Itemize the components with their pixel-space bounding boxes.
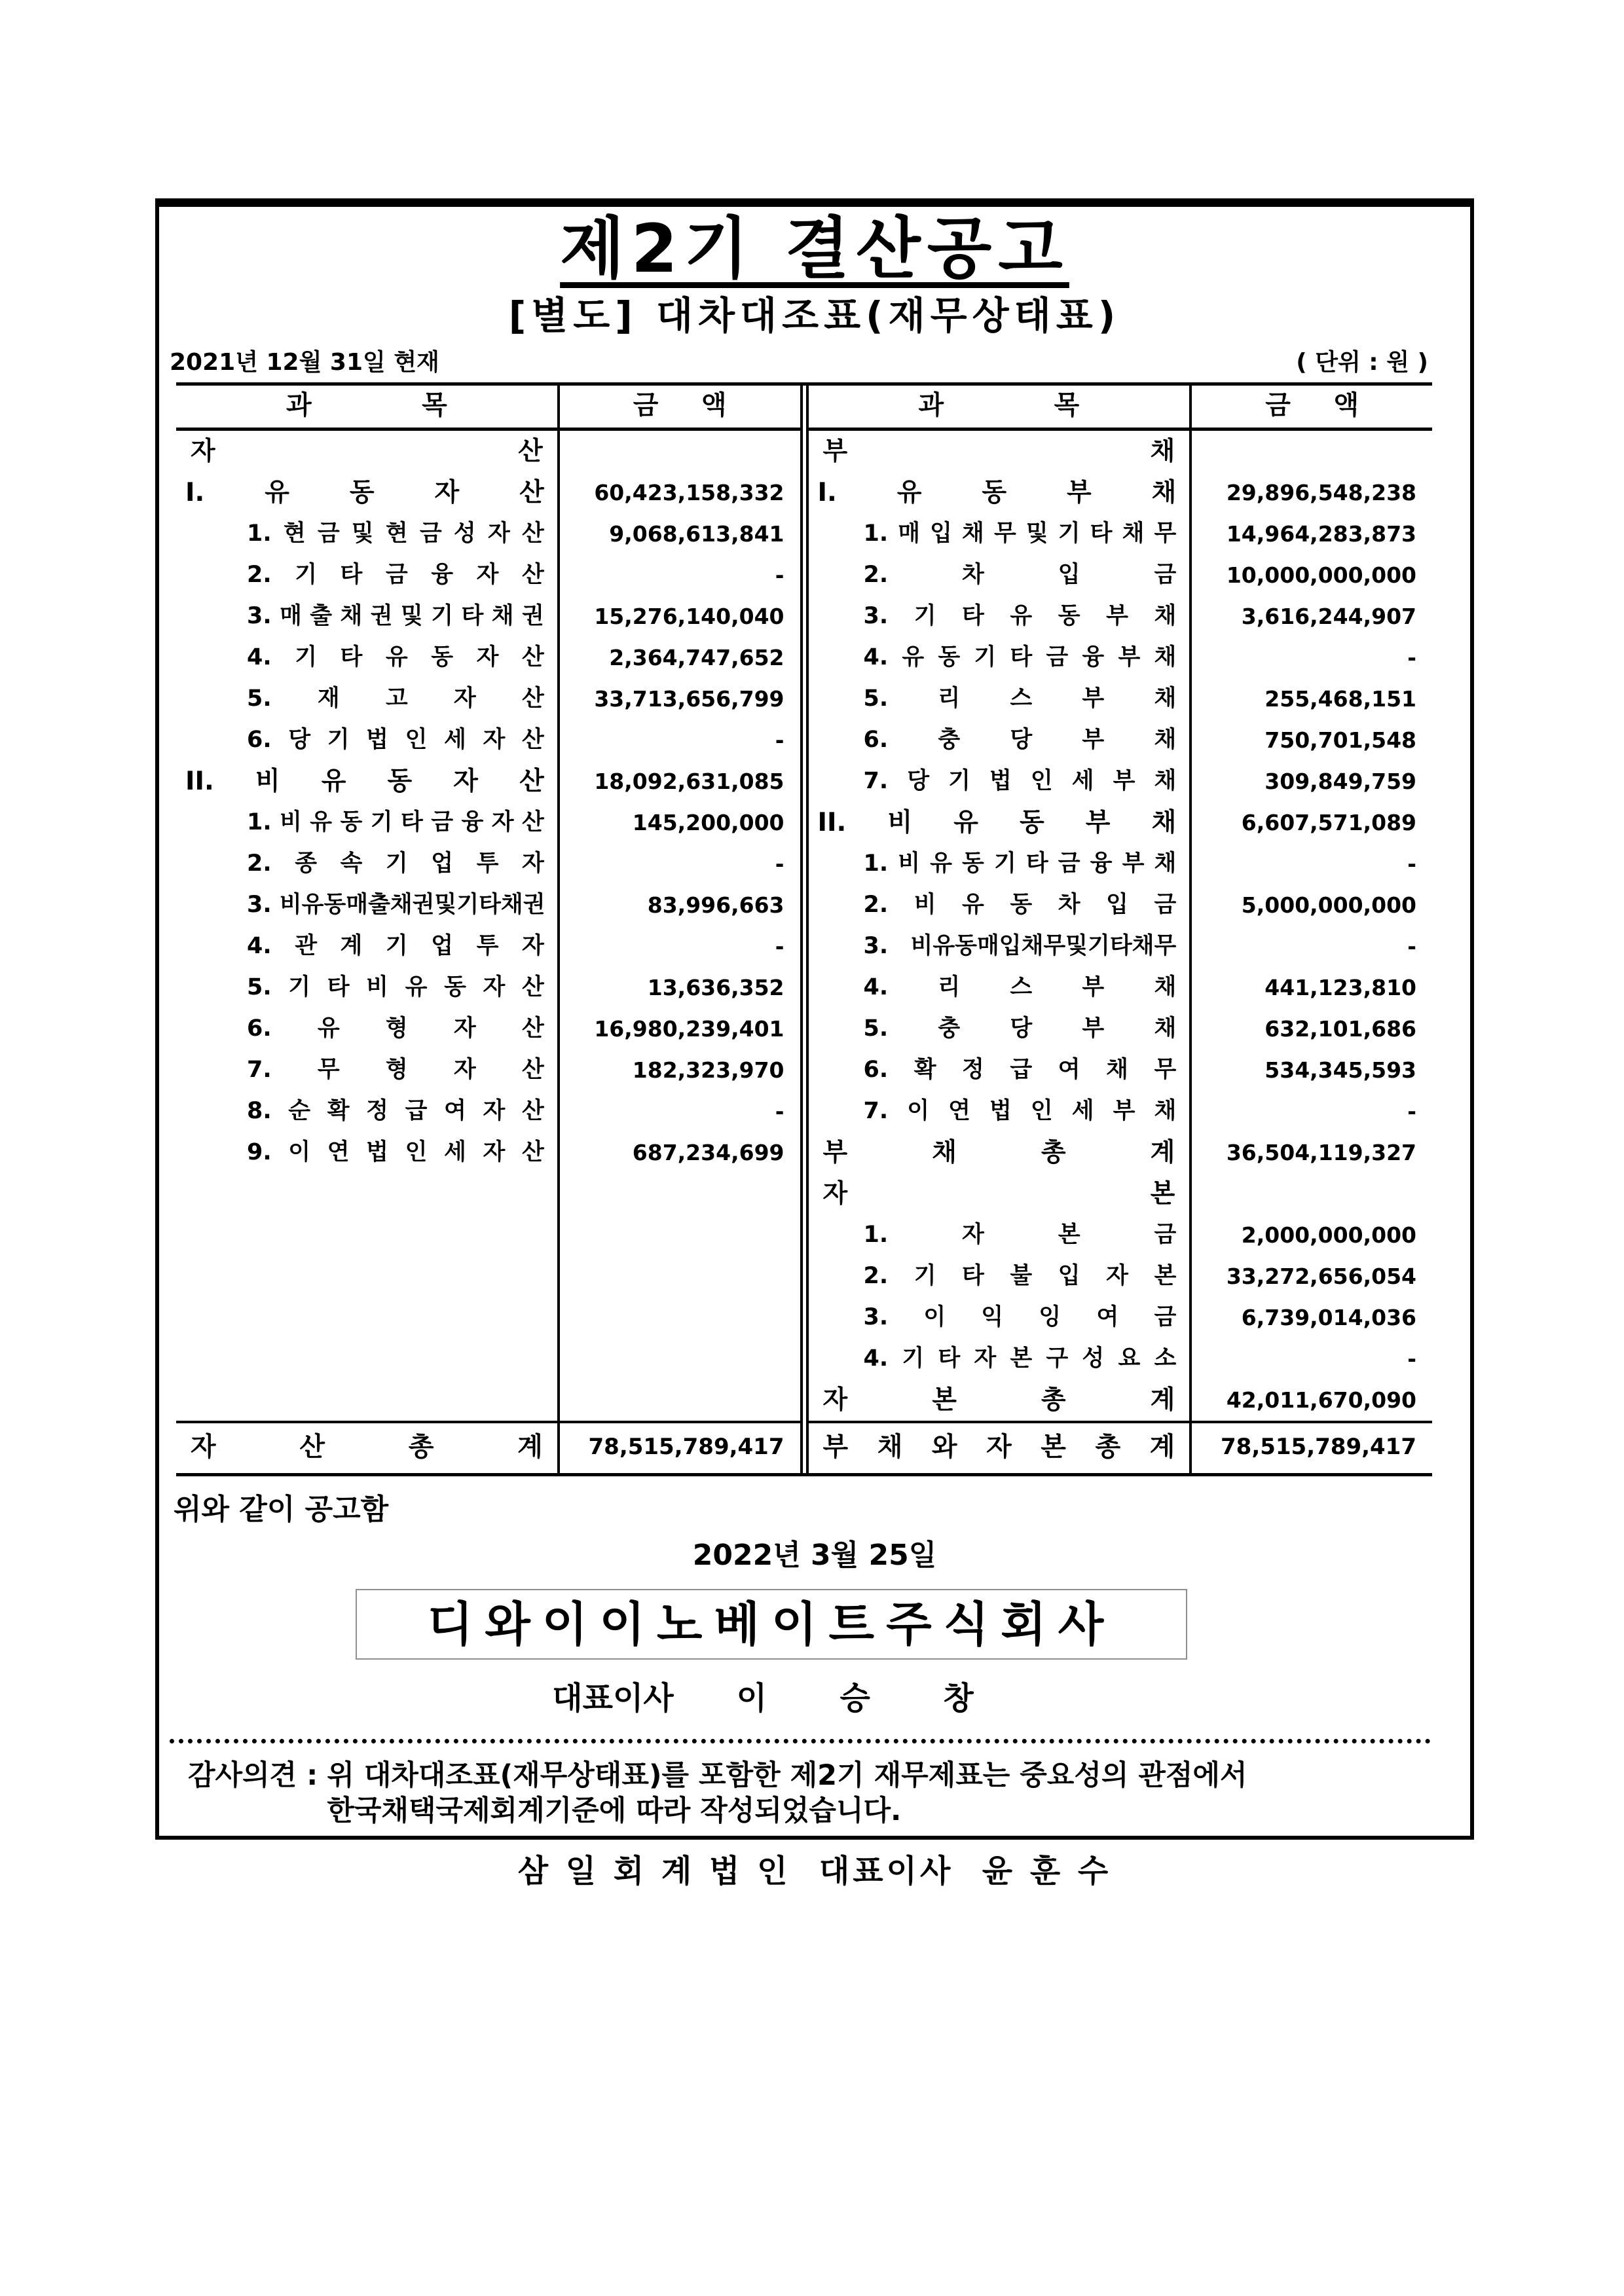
account-label: 2. 종 속 기 업 투 자 xyxy=(176,843,560,884)
account-label: 6. 확 정 급 여 채 무 xyxy=(809,1049,1192,1091)
table-row xyxy=(176,884,800,926)
account-label: 자 산 xyxy=(176,431,560,472)
account-label: 3. 기 타 유 동 부 채 xyxy=(809,596,1192,637)
amount-value: 14,964,283,873 xyxy=(1226,521,1416,547)
amount-value: 5,000,000,000 xyxy=(1241,892,1416,919)
amount-value: 36,504,119,327 xyxy=(1226,1140,1416,1166)
account-label: 5. 충 당 부 채 xyxy=(809,1008,1192,1049)
liabilities-header-row xyxy=(809,386,1433,431)
table-row xyxy=(809,596,1433,637)
amount-value: - xyxy=(1407,645,1416,671)
amount-value: 13,636,352 xyxy=(647,975,784,1001)
amount-value: - xyxy=(775,562,784,589)
account-label xyxy=(176,1297,560,1338)
amount-value xyxy=(560,1173,800,1214)
account-label xyxy=(176,1379,560,1421)
table-row xyxy=(809,1091,1433,1132)
amount-value: 60,423,158,332 xyxy=(594,480,784,506)
account-label: 4. 유 동 기 타 금 융 부 채 xyxy=(809,637,1192,678)
amount-value: 42,011,670,090 xyxy=(1226,1387,1416,1413)
amount-value: - xyxy=(775,934,784,960)
auditor-signature-line: 삼 일 회 계 법 인 대표이사 윤 훈 수 xyxy=(517,1853,1112,1890)
table-row xyxy=(176,637,800,678)
table-row xyxy=(176,843,800,884)
table-row xyxy=(809,802,1433,843)
account-label: 2. 기 타 금 융 자 산 xyxy=(176,555,560,596)
amount-value: 534,345,593 xyxy=(1264,1057,1416,1084)
table-row xyxy=(176,1008,800,1049)
table-row xyxy=(809,678,1433,720)
table-row xyxy=(809,967,1433,1008)
amount-value: - xyxy=(1407,1099,1416,1125)
account-label: 6. 충 당 부 채 xyxy=(809,720,1192,761)
amount-value xyxy=(560,1379,800,1421)
account-label: 5. 재 고 자 산 xyxy=(176,678,560,720)
account-label: 6. 당 기 법 인 세 자 산 xyxy=(176,720,560,761)
account-label: 4. 관 계 기 업 투 자 xyxy=(176,926,560,967)
table-row xyxy=(809,1173,1433,1214)
table-row xyxy=(176,1132,800,1173)
audit-opinion-line1: 위 대차대조표(재무상태표)를 포함한 제2기 재무제표는 중요성의 관점에서 xyxy=(327,1759,1247,1793)
table-row-empty xyxy=(176,1214,800,1256)
account-label: 4. 리 스 부 채 xyxy=(809,967,1192,1008)
amount-value: 145,200,000 xyxy=(632,810,784,836)
as-of-date: 2021년 12월 31일 현재 xyxy=(170,349,439,376)
table-row xyxy=(809,513,1433,555)
account-label: 1. 비 유 동 기 타 금 융 자 산 xyxy=(176,802,560,843)
account-label: 부 채 xyxy=(809,431,1192,472)
account-label: 4. 기 타 유 동 자 산 xyxy=(176,637,560,678)
amount-value: 750,701,548 xyxy=(1264,727,1416,754)
table-row xyxy=(809,1132,1433,1173)
account-label: 3. 이 익 잉 여 금 xyxy=(809,1297,1192,1338)
amount-value: 3,616,244,907 xyxy=(1241,604,1416,630)
account-label: 4. 기 타 자 본 구 성 요 소 xyxy=(809,1338,1192,1379)
account-label: 부 채 총 계 xyxy=(809,1132,1192,1173)
company-name-box xyxy=(356,1589,1187,1660)
table-row xyxy=(176,431,800,472)
amount-value xyxy=(560,1214,800,1256)
account-label: 1. 현 금 및 현 금 성 자 산 xyxy=(176,513,560,555)
company-name: 디와이이노베이트주식회사 xyxy=(427,1597,1116,1652)
announcement-note: 위와 같이 공고함 xyxy=(174,1493,389,1527)
amount-value: - xyxy=(1407,934,1416,960)
liabilities-equity-total-row xyxy=(809,1421,1433,1473)
table-row-empty xyxy=(176,1173,800,1214)
liabilities-equity-total-value: 78,515,789,417 xyxy=(1221,1434,1416,1461)
table-row xyxy=(176,802,800,843)
table-row-empty xyxy=(176,1297,800,1338)
table-row xyxy=(176,555,800,596)
account-label: 1. 비 유 동 기 타 금 융 부 채 xyxy=(809,843,1192,884)
table-row xyxy=(809,1379,1433,1421)
ceo-line xyxy=(356,1673,1187,1718)
amount-value: 83,996,663 xyxy=(647,892,784,919)
amount-value: - xyxy=(775,851,784,877)
amount-value: 33,713,656,799 xyxy=(594,686,784,712)
table-row xyxy=(809,1338,1433,1379)
amount-value: 15,276,140,040 xyxy=(594,604,784,630)
liabilities-equity-body xyxy=(809,431,1433,1421)
account-label: 1. 매 입 채 무 및 기 타 채 무 xyxy=(809,513,1192,555)
amount-value: 255,468,151 xyxy=(1264,686,1416,712)
assets-header-row xyxy=(176,386,800,431)
amount-value: 2,364,747,652 xyxy=(609,645,784,671)
amount-value: 10,000,000,000 xyxy=(1226,562,1416,589)
account-label: 자 본 총 계 xyxy=(809,1379,1192,1421)
table-row xyxy=(176,926,800,967)
amount-value: - xyxy=(1407,851,1416,877)
account-label: 3. 비유동매출채권및기타채권 xyxy=(176,884,560,926)
table-row xyxy=(809,472,1433,513)
audit-opinion-label: 감사의견 : xyxy=(188,1759,318,1793)
table-row xyxy=(809,637,1433,678)
table-row xyxy=(809,926,1433,967)
ceo-label: 대표이사 xyxy=(552,1680,674,1717)
account-label: 자 본 xyxy=(809,1173,1192,1214)
amount-value xyxy=(560,1256,800,1297)
balance-sheet-table xyxy=(176,382,1432,1476)
amount-value xyxy=(1192,431,1432,472)
amount-value xyxy=(560,1297,800,1338)
dotted-separator xyxy=(170,1739,1431,1743)
table-row xyxy=(809,884,1433,926)
account-label: 7. 당 기 법 인 세 부 채 xyxy=(809,761,1192,802)
amount-value: 687,234,699 xyxy=(632,1140,784,1166)
account-label: 9. 이 연 법 인 세 자 산 xyxy=(176,1132,560,1173)
audit-opinion-block xyxy=(188,1758,1470,1829)
account-label xyxy=(176,1214,560,1256)
account-label: 6. 유 형 자 산 xyxy=(176,1008,560,1049)
publication-date: 2022년 3월 25일 xyxy=(692,1539,937,1573)
account-label: 2. 비 유 동 차 입 금 xyxy=(809,884,1192,926)
amount-value: - xyxy=(775,1099,784,1125)
table-row xyxy=(809,431,1433,472)
table-row xyxy=(809,1008,1433,1049)
assets-table xyxy=(176,386,800,1473)
table-row xyxy=(809,555,1433,596)
assets-total-value: 78,515,789,417 xyxy=(588,1434,784,1461)
table-row xyxy=(809,1297,1433,1338)
table-row-empty xyxy=(176,1379,800,1421)
amount-value xyxy=(560,431,800,472)
table-row xyxy=(176,472,800,513)
page-title: 제2기 결산공고 xyxy=(560,210,1069,288)
account-label: 7. 무 형 자 산 xyxy=(176,1049,560,1091)
table-row xyxy=(809,1049,1433,1091)
amount-value: 6,739,014,036 xyxy=(1241,1305,1416,1331)
table-row xyxy=(176,1091,800,1132)
table-row xyxy=(176,1049,800,1091)
announcement-border-box xyxy=(155,198,1474,1890)
account-label: 7. 이 연 법 인 세 부 채 xyxy=(809,1091,1192,1132)
amount-value: 9,068,613,841 xyxy=(609,521,784,547)
amount-value: 29,896,548,238 xyxy=(1226,480,1416,506)
column-header-amount: 금 액 xyxy=(633,390,727,421)
account-label xyxy=(176,1338,560,1379)
account-label xyxy=(176,1256,560,1297)
table-row-empty xyxy=(176,1256,800,1297)
table-center-divider xyxy=(800,386,809,1473)
amount-value: 182,323,970 xyxy=(632,1057,784,1084)
account-label: 8. 순 확 정 급 여 자 산 xyxy=(176,1091,560,1132)
table-row xyxy=(176,967,800,1008)
amount-value: 2,000,000,000 xyxy=(1241,1222,1416,1248)
table-row xyxy=(809,1256,1433,1297)
account-label: 5. 기 타 비 유 동 자 산 xyxy=(176,967,560,1008)
amount-value: 33,272,656,054 xyxy=(1226,1264,1416,1290)
account-label: I. 유 동 부 채 xyxy=(809,472,1192,513)
account-label: 3. 비유동매입채무및기타채무 xyxy=(809,926,1192,967)
amount-value xyxy=(1192,1173,1432,1214)
audit-opinion-line2: 한국채택국제회계기준에 따라 작성되었습니다. xyxy=(327,1795,902,1828)
amount-value: 6,607,571,089 xyxy=(1241,810,1416,836)
table-row xyxy=(809,720,1433,761)
table-row xyxy=(176,761,800,802)
amount-value: 632,101,686 xyxy=(1264,1016,1416,1042)
account-label xyxy=(176,1173,560,1214)
table-row-empty xyxy=(176,1338,800,1379)
assets-body xyxy=(176,431,800,1421)
meta-row xyxy=(159,344,1470,377)
account-label: 1. 자 본 금 xyxy=(809,1214,1192,1256)
account-label: II. 비 유 동 자 산 xyxy=(176,761,560,802)
liabilities-equity-table xyxy=(809,386,1433,1473)
column-header-account: 과 목 xyxy=(176,386,560,428)
amount-value: - xyxy=(1407,1346,1416,1372)
column-header-account: 과 목 xyxy=(809,386,1192,428)
table-row xyxy=(176,513,800,555)
amount-value xyxy=(560,1338,800,1379)
amount-value: 309,849,759 xyxy=(1264,769,1416,795)
audit-opinion-text xyxy=(327,1758,1247,1829)
unit-label: ( 단위 : 원 ) xyxy=(1296,349,1428,376)
table-row xyxy=(809,1214,1433,1256)
account-label: 5. 리 스 부 채 xyxy=(809,678,1192,720)
account-label: II. 비 유 동 부 채 xyxy=(809,802,1192,843)
amount-value: - xyxy=(775,727,784,754)
table-row xyxy=(176,596,800,637)
column-header-amount: 금 액 xyxy=(1265,390,1359,421)
table-row xyxy=(809,761,1433,802)
liabilities-equity-total-label: 부 채 와 자 본 총 계 xyxy=(809,1423,1192,1473)
amount-value: 16,980,239,401 xyxy=(594,1016,784,1042)
account-label: 3. 매 출 채 권 및 기 타 채 권 xyxy=(176,596,560,637)
account-label: 2. 기 타 불 입 자 본 xyxy=(809,1256,1192,1297)
page-subtitle: [별도] 대차대조표(재무상태표) xyxy=(508,293,1121,338)
assets-total-label: 자 산 총 계 xyxy=(176,1423,560,1473)
assets-total-row xyxy=(176,1421,800,1473)
table-row xyxy=(809,843,1433,884)
account-label: 2. 차 입 금 xyxy=(809,555,1192,596)
amount-value: 441,123,810 xyxy=(1264,975,1416,1001)
amount-value: 18,092,631,085 xyxy=(594,769,784,795)
table-row xyxy=(176,720,800,761)
ceo-name: 이 승 창 xyxy=(736,1680,991,1717)
account-label: I. 유 동 자 산 xyxy=(176,472,560,513)
table-row xyxy=(176,678,800,720)
